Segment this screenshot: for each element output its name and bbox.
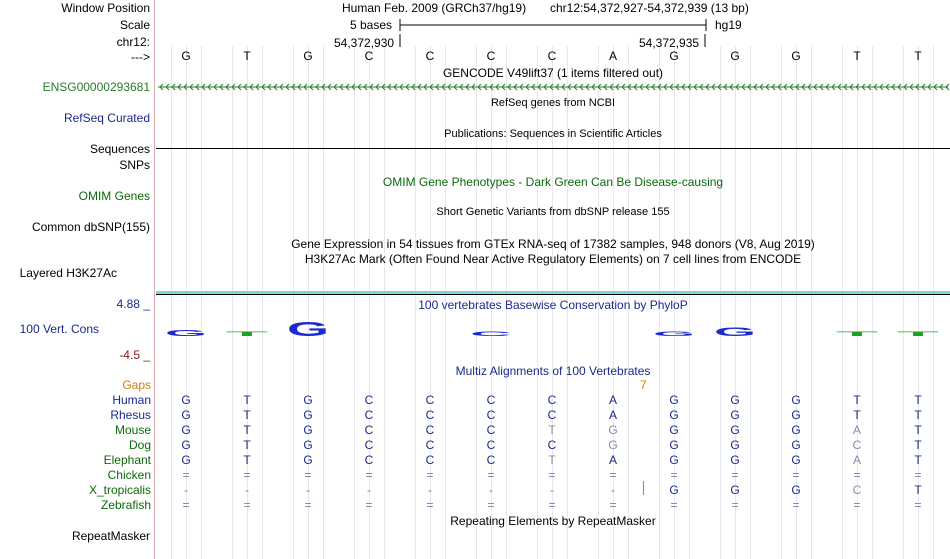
alignment-base: = <box>609 468 617 482</box>
alignment-base: C <box>425 423 435 437</box>
alignment-base: G <box>669 483 679 497</box>
omim-track-title: OMIM Gene Phenotypes - Dark Green Can Be Disease-causing <box>382 175 724 189</box>
conservation-logo-letter: T <box>226 332 272 338</box>
publications-track-title: Publications: Sequences in Scientific Articles <box>444 128 662 140</box>
coord-right: 54,372,935 <box>639 36 700 50</box>
repeatmasker-track-label[interactable]: RepeatMasker <box>71 529 150 543</box>
alignment-base: = <box>731 498 739 512</box>
alignment-base: = <box>304 498 312 512</box>
coord-right-tick <box>704 34 708 48</box>
alignment-base: - <box>367 483 371 497</box>
sequence-base: C <box>425 49 435 63</box>
alignment-base: A <box>608 453 618 467</box>
track-label-column <box>0 0 155 559</box>
alignment-base: G <box>791 423 801 437</box>
alignment-base: G <box>303 423 313 437</box>
alignment-base: = <box>914 498 922 512</box>
alignment-base: C <box>486 453 496 467</box>
alignment-base: T <box>914 438 922 452</box>
alignment-base: - <box>184 483 188 497</box>
alignment-base: T <box>243 453 251 467</box>
alignment-base: = <box>914 468 922 482</box>
alignment-base: C <box>364 393 374 407</box>
alignment-base: C <box>425 408 435 422</box>
alignment-base: G <box>730 408 740 422</box>
strand-arrow-label: ---> <box>131 50 150 64</box>
alignment-base: G <box>181 393 191 407</box>
conservation-track-title: 100 vertebrates Basewise Conservation by PhyloP <box>418 298 688 312</box>
sequence-base: G <box>669 49 679 63</box>
h3k27ac-track-title: H3K27Ac Mark (Often Found Near Active Regulatory Elements) on 7 cell lines from ENCODE <box>304 252 802 266</box>
track-display-area[interactable] <box>156 0 950 559</box>
alignment-base: C <box>486 423 496 437</box>
x-tropicalis-gap-line <box>643 481 644 495</box>
sequence-base: C <box>547 49 557 63</box>
alignment-base: G <box>730 453 740 467</box>
alignment-base: A <box>608 408 618 422</box>
alignment-base: C <box>425 438 435 452</box>
sequence-base: T <box>243 49 251 63</box>
alignment-base: = <box>670 468 678 482</box>
species-label: Zebrafish <box>100 498 151 512</box>
species-label: Rhesus <box>110 408 151 422</box>
species-label: Mouse <box>114 423 151 437</box>
alignment-base: G <box>730 438 740 452</box>
alignment-base: T <box>914 423 922 437</box>
alignment-base: A <box>608 393 618 407</box>
alignment-base: T <box>914 453 922 467</box>
sequence-base: G <box>181 49 191 63</box>
sequence-base: T <box>853 49 861 63</box>
conservation-logo-letter: G <box>714 325 756 339</box>
species-label: Dog <box>128 438 151 452</box>
coord-left: 54,372,930 <box>334 36 395 50</box>
alignment-base: G <box>608 423 618 437</box>
dbsnp-track-label[interactable]: Common dbSNP(155) <box>31 220 150 234</box>
alignment-base: - <box>245 483 249 497</box>
alignment-base: A <box>852 453 862 467</box>
alignment-base: G <box>791 453 801 467</box>
alignment-base: C <box>364 438 374 452</box>
alignment-base: = <box>487 468 495 482</box>
conservation-logo-letter: G <box>653 332 698 338</box>
sequence-base: G <box>791 49 801 63</box>
alignment-base: G <box>303 438 313 452</box>
alignment-base: C <box>425 393 435 407</box>
sequence-base: C <box>486 49 496 63</box>
alignment-base: G <box>791 483 801 497</box>
repeatmasker-track-title: Repeating Elements by RepeatMasker <box>450 514 656 528</box>
alignment-base: C <box>486 393 496 407</box>
alignment-base: = <box>548 498 556 512</box>
alignment-base: = <box>426 498 434 512</box>
chrom-label: chr12: <box>116 35 150 49</box>
species-label: X_tropicalis <box>88 483 151 497</box>
scale-label: Scale <box>119 18 150 32</box>
coord-left-tick <box>399 34 403 48</box>
h3k27ac-track-label[interactable]: Layered H3K27Ac <box>19 266 117 280</box>
alignment-base: = <box>548 468 556 482</box>
gap-marker: 7 <box>640 378 647 392</box>
alignment-base: C <box>852 483 862 497</box>
alignment-base: = <box>731 468 739 482</box>
alignment-base: = <box>853 468 861 482</box>
alignment-base: = <box>304 468 312 482</box>
alignment-base: G <box>791 393 801 407</box>
gaps-label: Gaps <box>122 378 151 392</box>
alignment-base: = <box>792 468 800 482</box>
alignment-base: = <box>365 498 373 512</box>
alignment-base: T <box>548 423 556 437</box>
alignment-base: C <box>547 438 557 452</box>
multiz-track-title: Multiz Alignments of 100 Vertebrates <box>455 364 651 378</box>
alignment-base: T <box>243 393 251 407</box>
alignment-base: C <box>852 438 862 452</box>
alignment-base: G <box>669 453 679 467</box>
alignment-base: = <box>426 468 434 482</box>
scale-text: 5 bases <box>350 18 393 32</box>
gtex-track-title: Gene Expression in 54 tissues from GTEx RNA-seq of 17382 samples, 948 donors (V8, Aug 2019) <box>291 237 815 251</box>
alignment-base: G <box>608 438 618 452</box>
species-label: Elephant <box>103 453 151 467</box>
conservation-track-label[interactable]: 100 Vert. Cons <box>19 322 99 336</box>
gencode-gene-feature[interactable] <box>156 81 950 93</box>
sequence-base: T <box>914 49 922 63</box>
alignment-base: T <box>548 453 556 467</box>
alignment-base: - <box>550 483 554 497</box>
sequences-track-line <box>156 148 950 149</box>
sequence-base: G <box>730 49 740 63</box>
conservation-logo[interactable] <box>156 315 950 340</box>
alignment-base: = <box>243 498 251 512</box>
conservation-logo-letter: T <box>836 332 882 338</box>
alignment-base: - <box>428 483 432 497</box>
species-label: Human <box>112 393 151 407</box>
alignment-base: - <box>611 483 615 497</box>
conservation-min-label: -4.5 _ <box>119 348 150 362</box>
alignment-base: T <box>243 438 251 452</box>
gencode-track-label[interactable]: ENSG00000293681 <box>42 80 150 94</box>
h3k27ac-baseline <box>156 294 950 295</box>
alignment-base: = <box>670 498 678 512</box>
alignment-base: G <box>669 408 679 422</box>
alignment-base: A <box>852 423 862 437</box>
sequence-base: G <box>303 49 313 63</box>
alignment-base: G <box>303 453 313 467</box>
alignment-base: G <box>730 423 740 437</box>
alignment-base: = <box>487 498 495 512</box>
refseq-track-title: RefSeq genes from NCBI <box>490 97 616 109</box>
db-text: hg19 <box>715 18 742 32</box>
conservation-logo-letter: C <box>470 332 519 338</box>
alignment-base: - <box>306 483 310 497</box>
alignment-base: C <box>425 453 435 467</box>
sequence-base: C <box>364 49 374 63</box>
scale-bar <box>399 17 709 33</box>
alignment-base: G <box>730 483 740 497</box>
conservation-logo-letter: G <box>165 329 207 338</box>
dbsnp-track-title: Short Genetic Variants from dbSNP release 155 <box>436 206 670 218</box>
alignment-base: G <box>669 423 679 437</box>
alignment-base: G <box>181 423 191 437</box>
alignment-base: = <box>243 468 251 482</box>
alignment-base: G <box>181 453 191 467</box>
alignment-base: T <box>853 408 861 422</box>
alignment-base: = <box>853 498 861 512</box>
alignment-base: = <box>792 498 800 512</box>
conservation-logo-letter: G <box>287 319 329 340</box>
conservation-logo-letter: T <box>897 332 943 338</box>
alignment-base: T <box>243 408 251 422</box>
alignment-base: = <box>182 468 190 482</box>
alignment-base: C <box>364 453 374 467</box>
alignment-base: G <box>669 393 679 407</box>
alignment-base: T <box>914 483 922 497</box>
position-text: chr12:54,372,927-54,372,939 (13 bp) <box>550 1 749 15</box>
sequence-base: A <box>608 49 618 63</box>
window-position-label: Window Position <box>61 1 150 15</box>
alignment-base: T <box>914 408 922 422</box>
alignment-base: G <box>303 393 313 407</box>
species-label: Chicken <box>107 468 151 482</box>
alignment-base: = <box>365 468 373 482</box>
alignment-base: T <box>914 393 922 407</box>
alignment-base: G <box>730 393 740 407</box>
conservation-max-label: 4.88 _ <box>116 297 150 311</box>
assembly-text: Human Feb. 2009 (GRCh37/hg19) <box>342 1 527 15</box>
alignment-base: T <box>853 393 861 407</box>
alignment-base: C <box>547 393 557 407</box>
alignment-base: G <box>791 408 801 422</box>
alignment-base: = <box>182 498 190 512</box>
alignment-base: C <box>364 408 374 422</box>
sequences-track-label[interactable]: Sequences <box>89 142 150 156</box>
omim-track-label[interactable]: OMIM Genes <box>78 189 150 203</box>
alignment-base: C <box>486 438 496 452</box>
snps-track-label[interactable]: SNPs <box>119 158 150 172</box>
alignment-base: C <box>486 408 496 422</box>
gencode-track-title: GENCODE V49lift37 (1 items filtered out) <box>442 66 664 80</box>
alignment-base: C <box>364 423 374 437</box>
alignment-base: G <box>791 438 801 452</box>
alignment-base: G <box>181 408 191 422</box>
alignment-base: G <box>303 408 313 422</box>
alignment-base: - <box>489 483 493 497</box>
refseq-track-label[interactable]: RefSeq Curated <box>63 111 150 125</box>
alignment-base: = <box>609 498 617 512</box>
alignment-base: G <box>669 438 679 452</box>
alignment-base: C <box>547 408 557 422</box>
alignment-base: T <box>243 423 251 437</box>
alignment-base: G <box>181 438 191 452</box>
